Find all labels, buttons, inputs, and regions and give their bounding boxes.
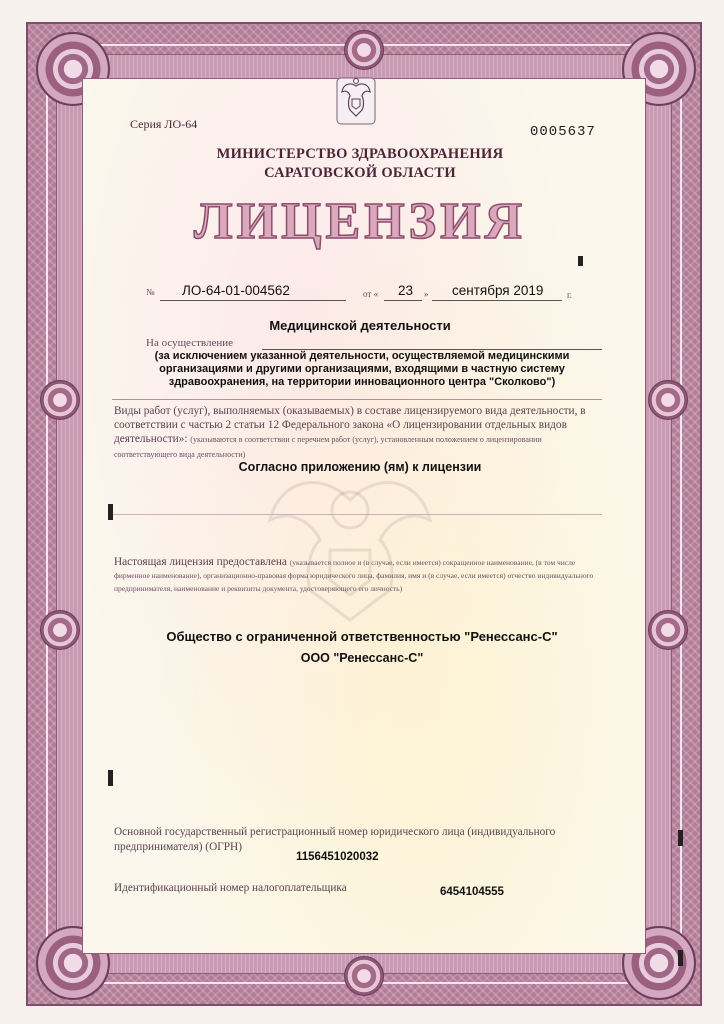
issue-day: 23 <box>398 283 414 298</box>
activity-type: Медицинской деятельности <box>269 318 451 333</box>
year-suffix: г. <box>567 290 572 300</box>
inn-number: 6454104555 <box>440 886 504 898</box>
scan-artifact <box>678 950 683 966</box>
organization-full-name: Общество с ограниченной ответственностью "Ренессанс-С" <box>166 629 558 644</box>
number-underline <box>160 300 346 301</box>
serial-number: 0005637 <box>530 124 596 140</box>
date-from-label: от « <box>363 289 379 299</box>
annex-reference: Согласно приложению (ям) к лицензии <box>238 460 482 474</box>
inn-label: Идентификационный номер налогоплательщика <box>114 882 347 894</box>
separator-line <box>112 399 602 400</box>
day-close-quote: » <box>424 289 429 299</box>
works-note: (указываются в соответствии с перечнем работ (услуг), установленным положением о лицензировании соответствующего вида деятельности) <box>114 435 542 459</box>
ministry-line-2: САРАТОВСКОЙ ОБЛАСТИ <box>264 165 456 181</box>
ogrn-label: Основной государственный регистрационный номер юридического лица (индивидуального предпринимателя) (ОГРН) <box>114 826 556 853</box>
scan-artifact <box>678 830 683 846</box>
border-medallion <box>648 610 688 650</box>
day-underline <box>384 300 422 301</box>
issue-month-year: сентября 2019 <box>452 283 544 298</box>
separator-line <box>112 514 602 515</box>
works-section <box>114 404 604 462</box>
month-underline <box>432 300 562 301</box>
border-medallion <box>344 956 384 996</box>
scan-artifact <box>108 770 113 786</box>
scan-artifact <box>578 256 583 266</box>
scan-artifact <box>108 504 113 520</box>
activity-exclusion: (за исключением указанной деятельности, осуществляемой медицинскими организациями и другими организациями, входящими в частную систему здравоохранения, на территории инновационного центра "Сколково") <box>154 350 570 388</box>
russian-coat-of-arms-icon <box>333 72 379 128</box>
license-number: ЛО-64-01-004562 <box>182 283 290 298</box>
series-label: Серия ЛО-64 <box>130 117 198 131</box>
granted-section <box>114 556 604 595</box>
border-medallion <box>344 30 384 70</box>
document-title: ЛИЦЕНЗИЯ <box>193 193 527 250</box>
organization-short-name: ООО "Ренессанс-С" <box>300 651 424 665</box>
activity-label: На осуществление <box>146 337 233 349</box>
ministry-line-1: МИНИСТЕРСТВО ЗДРАВООХРАНЕНИЯ <box>216 146 504 162</box>
granted-text: Настоящая лицензия предоставлена <box>114 556 287 568</box>
works-text: Виды работ (услуг), выполняемых (оказываемых) в составе лицензируемого вида деятельности, в соответствии с частью 2 статьи 12 Федерального закона «О лицензировании отдельных видов деятельности»: <box>114 405 586 445</box>
border-medallion <box>648 380 688 420</box>
border-medallion <box>40 610 80 650</box>
ogrn-number: 1156451020032 <box>296 851 379 863</box>
border-medallion <box>40 380 80 420</box>
number-label: № <box>146 287 155 297</box>
granted-note: (указывается полное и (в случае, если имеется) сокращенное наименование, (в том числе фирменное наименование), организационно-правовая форма юридического лица, фамилия, имя и (в случае, если имеется) отчество индивидуального предпринимателя, наименование и реквизиты документа, удостоверяющего его личность) <box>114 558 594 593</box>
issuing-authority <box>150 145 570 183</box>
